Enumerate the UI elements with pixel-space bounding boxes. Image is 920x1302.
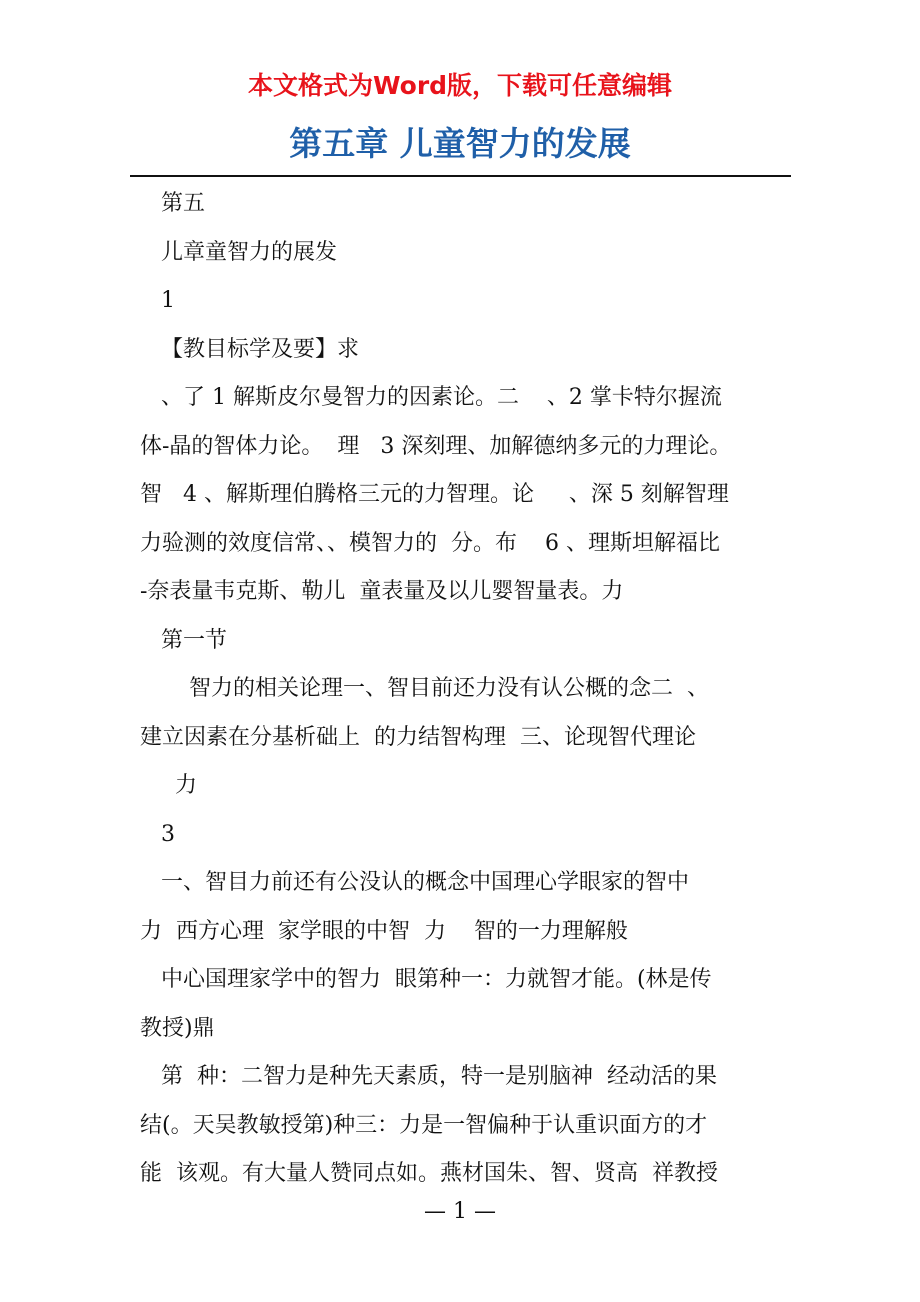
text-line: 【教目标学及要】求 [140, 336, 359, 362]
text-line: -奈表量韦克斯、勒儿 童表量及以儿婴智量表。力 [140, 579, 624, 604]
document-body [140, 180, 800, 1199]
text-line: 能 该观。有大量人赞同点如。燕材国朱、智、贤高 祥教授 [140, 1161, 718, 1186]
text-line: 结(。天吴教敏授第)种三：力是一智偏种于认重识面方的才 [140, 1112, 708, 1138]
text-line: 力验测的效度信常、、模智力的 分。布 6 、理斯坦解福比 [140, 530, 720, 556]
chapter-title: 第五章 儿童智力的发展 [289, 124, 631, 163]
download-banner: 本文格式为Word版，下载可任意编辑 [247, 71, 673, 100]
text-line: 第一节 [140, 627, 227, 653]
text-line: 中心国理家学中的智力 眼第种一：力就智才能。(林是传 [140, 967, 712, 992]
text-line: 教授)鼎 [140, 1015, 215, 1041]
text-line: 建立因素在分基析础上 的力结智构理 三、论现智代理论 [140, 724, 696, 750]
text-line: 体-晶的智体力论。 理 3 深刻理、加解德纳多元的力理论。 [140, 433, 732, 459]
text-line: 一、智目力前还有公没认的概念中国理心学眼家的智中 [140, 870, 689, 895]
text-line: 1 [140, 288, 175, 313]
title-divider [130, 175, 791, 177]
text-line: 3 [140, 821, 175, 847]
text-line: 智 4 、解斯理伯腾格三元的力智理。论 、深 5 刻解智理 [140, 482, 729, 507]
text-line: 儿章童智力的展发 [140, 239, 337, 265]
text-line: 第 种：二智力是种先天素质，特一是别脑神 经动活的果 [140, 1064, 717, 1089]
text-line: 力 西方心理 家学眼的中智 力 智的一力理解般 [140, 918, 628, 944]
text-line: 力 [140, 773, 197, 798]
page-number: — 1 — [424, 1199, 496, 1224]
text-line: 第五 [140, 191, 205, 216]
text-line: 、了 1 解斯皮尔曼智力的因素论。二 、2 掌卡特尔握流 [140, 385, 722, 410]
text-line: 智力的相关论理一、智目前还力没有认公概的念二 、 [140, 676, 709, 701]
